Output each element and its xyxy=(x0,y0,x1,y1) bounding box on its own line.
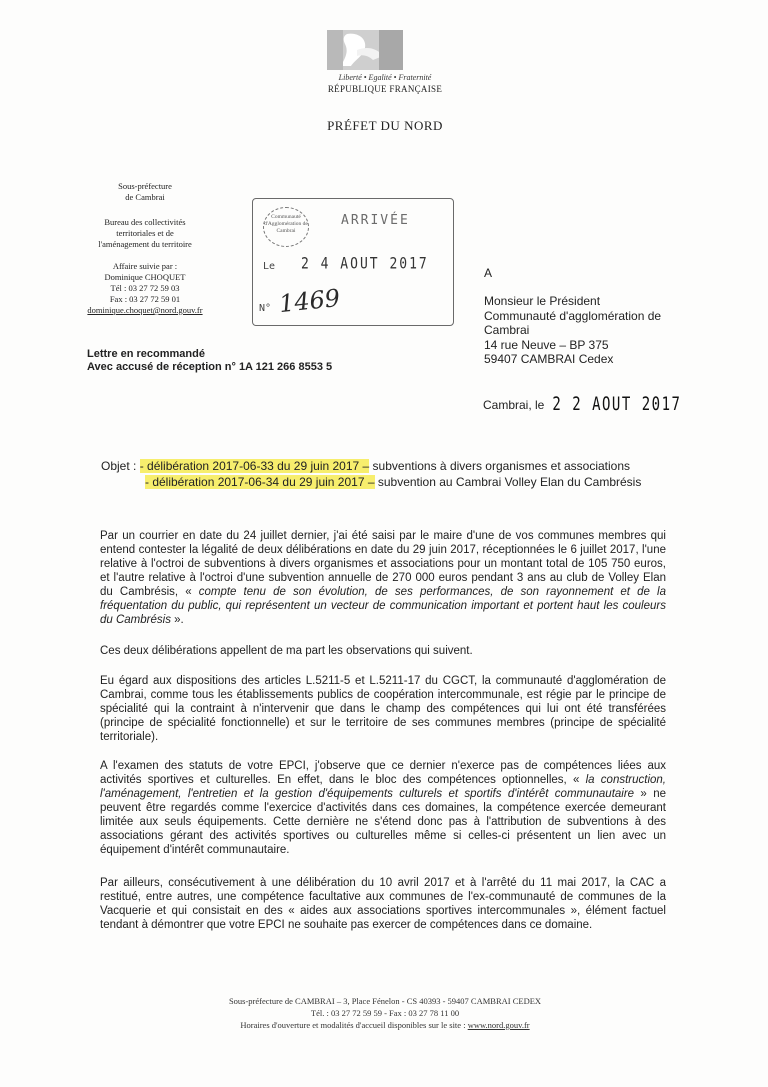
body-paragraph-5 xyxy=(100,876,666,932)
bureau-line: l'aménagement du territoire xyxy=(98,239,192,249)
paragraph-text: A l'examen des statuts de votre EPCI, j'observe que ce dernier n'exerce pas de compétences liées aux activités sportives et culturelles. En effet, dans le bloc des compétences optionnelles, « xyxy=(100,760,666,786)
paragraph-text: » ne peuvent être regardés comme l'exercice d'activités dans ces domaines, la compétence exercée demeurant limitée aux seuls équipements. Cette dernière ne s'étend donc pas à l'attribution de subventions à des associations gérant des activités sportives ou culturelles même si celles-ci présentent un lien avec un équipement d'intérêt communautaire. xyxy=(100,788,666,856)
body-paragraph-1 xyxy=(100,529,666,627)
stamp-date: 2 4 AOUT 2017 xyxy=(301,255,429,274)
recipient-line: Cambrai xyxy=(484,323,530,337)
subject-block xyxy=(101,459,641,490)
recipient-line: Communauté d'agglomération de xyxy=(484,308,662,323)
footer-line: Sous-préfecture de CAMBRAI – 3, Place Fénelon - CS 40393 - 59407 CAMBRAI CEDEX xyxy=(228,996,542,1006)
office-line: de Cambrai xyxy=(125,192,165,202)
body-paragraph-3 xyxy=(100,674,666,744)
subject-highlight: - délibération 2017-06-33 du 29 juin 2017 – xyxy=(139,459,370,473)
stamp-seal: Communauté d'Agglomération de Cambrai xyxy=(263,207,309,247)
subject-row xyxy=(101,459,641,475)
contact-name: Dominique CHOQUET xyxy=(104,272,186,282)
footer-text: Horaires d'ouverture et modalités d'accueil disponibles sur le site : xyxy=(240,1020,468,1030)
recipient-line: Monsieur le Président xyxy=(484,294,601,308)
bureau-line: territoriales et de xyxy=(116,228,174,238)
place-date xyxy=(483,394,682,416)
bureau-line: Bureau des collectivités xyxy=(104,217,186,227)
footer-line xyxy=(120,1019,650,1031)
prefet-title: PRÉFET DU NORD xyxy=(327,118,443,133)
subject-text: subvention au Cambrai Volley Elan du Cambrésis xyxy=(374,474,642,489)
recipient-a: A xyxy=(484,266,493,280)
paragraph-text: Par ailleurs, consécutivement à une délibération du 10 avril 2017 et à l'arrêté du 11 mai 2017, la CAC a restitué, entre autres, une compétence facultative aux communes de l'ex-communauté de communes de la Vacquerie et qui consistait en des « aides aux associations sportives intercommunales », élément factuel tendant à démontrer que votre EPCI ne souhaite pas exercer de compétences dans ce domaine. xyxy=(100,877,666,931)
body-paragraph-2 xyxy=(100,644,666,658)
recipient-line: 14 rue Neuve – BP 375 xyxy=(484,337,609,352)
affaire-label: Affaire suivie par : xyxy=(112,261,178,271)
recipient-address xyxy=(484,294,661,367)
stamp-label: ARRIVÉE xyxy=(341,213,410,228)
contact-fax: Fax : 03 27 72 59 01 xyxy=(109,294,181,304)
stamp-no-label: N° xyxy=(259,303,272,314)
subject-label: Objet : xyxy=(101,459,137,473)
contact-tel: Tél : 03 27 72 59 03 xyxy=(110,283,180,293)
office-line: Sous-préfecture xyxy=(118,181,172,191)
sender-bureau xyxy=(40,217,250,250)
sender-office xyxy=(40,181,250,203)
paragraph-text: Ces deux délibérations appellent de ma part les observations qui suivent. xyxy=(100,645,473,657)
subject-row xyxy=(101,475,641,491)
arrival-stamp xyxy=(252,198,454,326)
quote-text: la construction, l'aménagement, l'entretien et la gestion d'équipements culturels et sportifs d'intérêt communautaire xyxy=(100,774,666,800)
marianne-logo xyxy=(327,30,403,70)
stamp-le: Le xyxy=(263,261,276,272)
footer-site-link[interactable]: www.nord.gouv.fr xyxy=(467,1020,530,1030)
registered-line: Avec accusé de réception n° 1A 121 266 8553 5 xyxy=(87,361,333,373)
footer-line: Tél. : 03 27 72 59 59 - Fax : 03 27 78 11 00 xyxy=(310,1008,460,1018)
paragraph-text: Par un courrier en date du 24 juillet dernier, j'ai été saisi par le maire d'une de vos communes membres qui entend contester la légalité de deux délibérations en date du 29 juin 2017, réceptionnées le 6 juillet 2017, l'une relative à l'octroi de subventions à divers organismes et associations pour un montant total de 105 750 euros, et l'autre relative à l'octroi d'une subvention annuelle de 270 000 euros pendant 3 ans au club de Volley Elan du Cambrésis, « xyxy=(100,530,666,598)
subject-highlight: - délibération 2017-06-34 du 29 juin 2017 – xyxy=(145,474,375,489)
page-footer xyxy=(120,995,650,1031)
registered-line: Lettre en recommandé xyxy=(87,348,205,360)
subject-text: subventions à divers organismes et associations xyxy=(369,459,631,473)
paragraph-text: Eu égard aux dispositions des articles L.5211-5 et L.5211-17 du CGCT, la communauté d'agglomération de Cambrai, comme tous les établissements publics de coopération intercommunale, est régie par le principe de spécialité qui la contraint à n'intervenir que dans le champ des compétences qui lui ont été transférées (principe de spécialité fonctionnelle) et sur le territoire de ses communes membres (principe de spécialité territoriale). xyxy=(100,675,666,743)
recipient-line: 59407 CAMBRAI Cedex xyxy=(484,352,614,366)
republic-motto: Liberté • Egalité • Fraternité xyxy=(338,73,432,82)
registered-mail-notice xyxy=(87,348,332,374)
contact-email-link[interactable]: dominique.choquet@nord.gouv.fr xyxy=(87,305,203,315)
republic-name: RÉPUBLIQUE FRANÇAISE xyxy=(327,84,443,94)
sender-contact xyxy=(40,261,250,316)
quote-text: compte tenu de son évolution, de ses performances, de son rayonnement et de la fréquentation du public, qui représentent un vecteur de communication important et portent haut les couleurs du Cambrésis xyxy=(100,586,666,626)
place-label: Cambrai, le xyxy=(483,398,545,412)
paragraph-text: ». xyxy=(170,614,184,626)
body-paragraph-4 xyxy=(100,759,666,857)
stamp-number: 1469 xyxy=(277,283,342,319)
date-stamp: 2 2 AOUT 2017 xyxy=(552,394,682,416)
